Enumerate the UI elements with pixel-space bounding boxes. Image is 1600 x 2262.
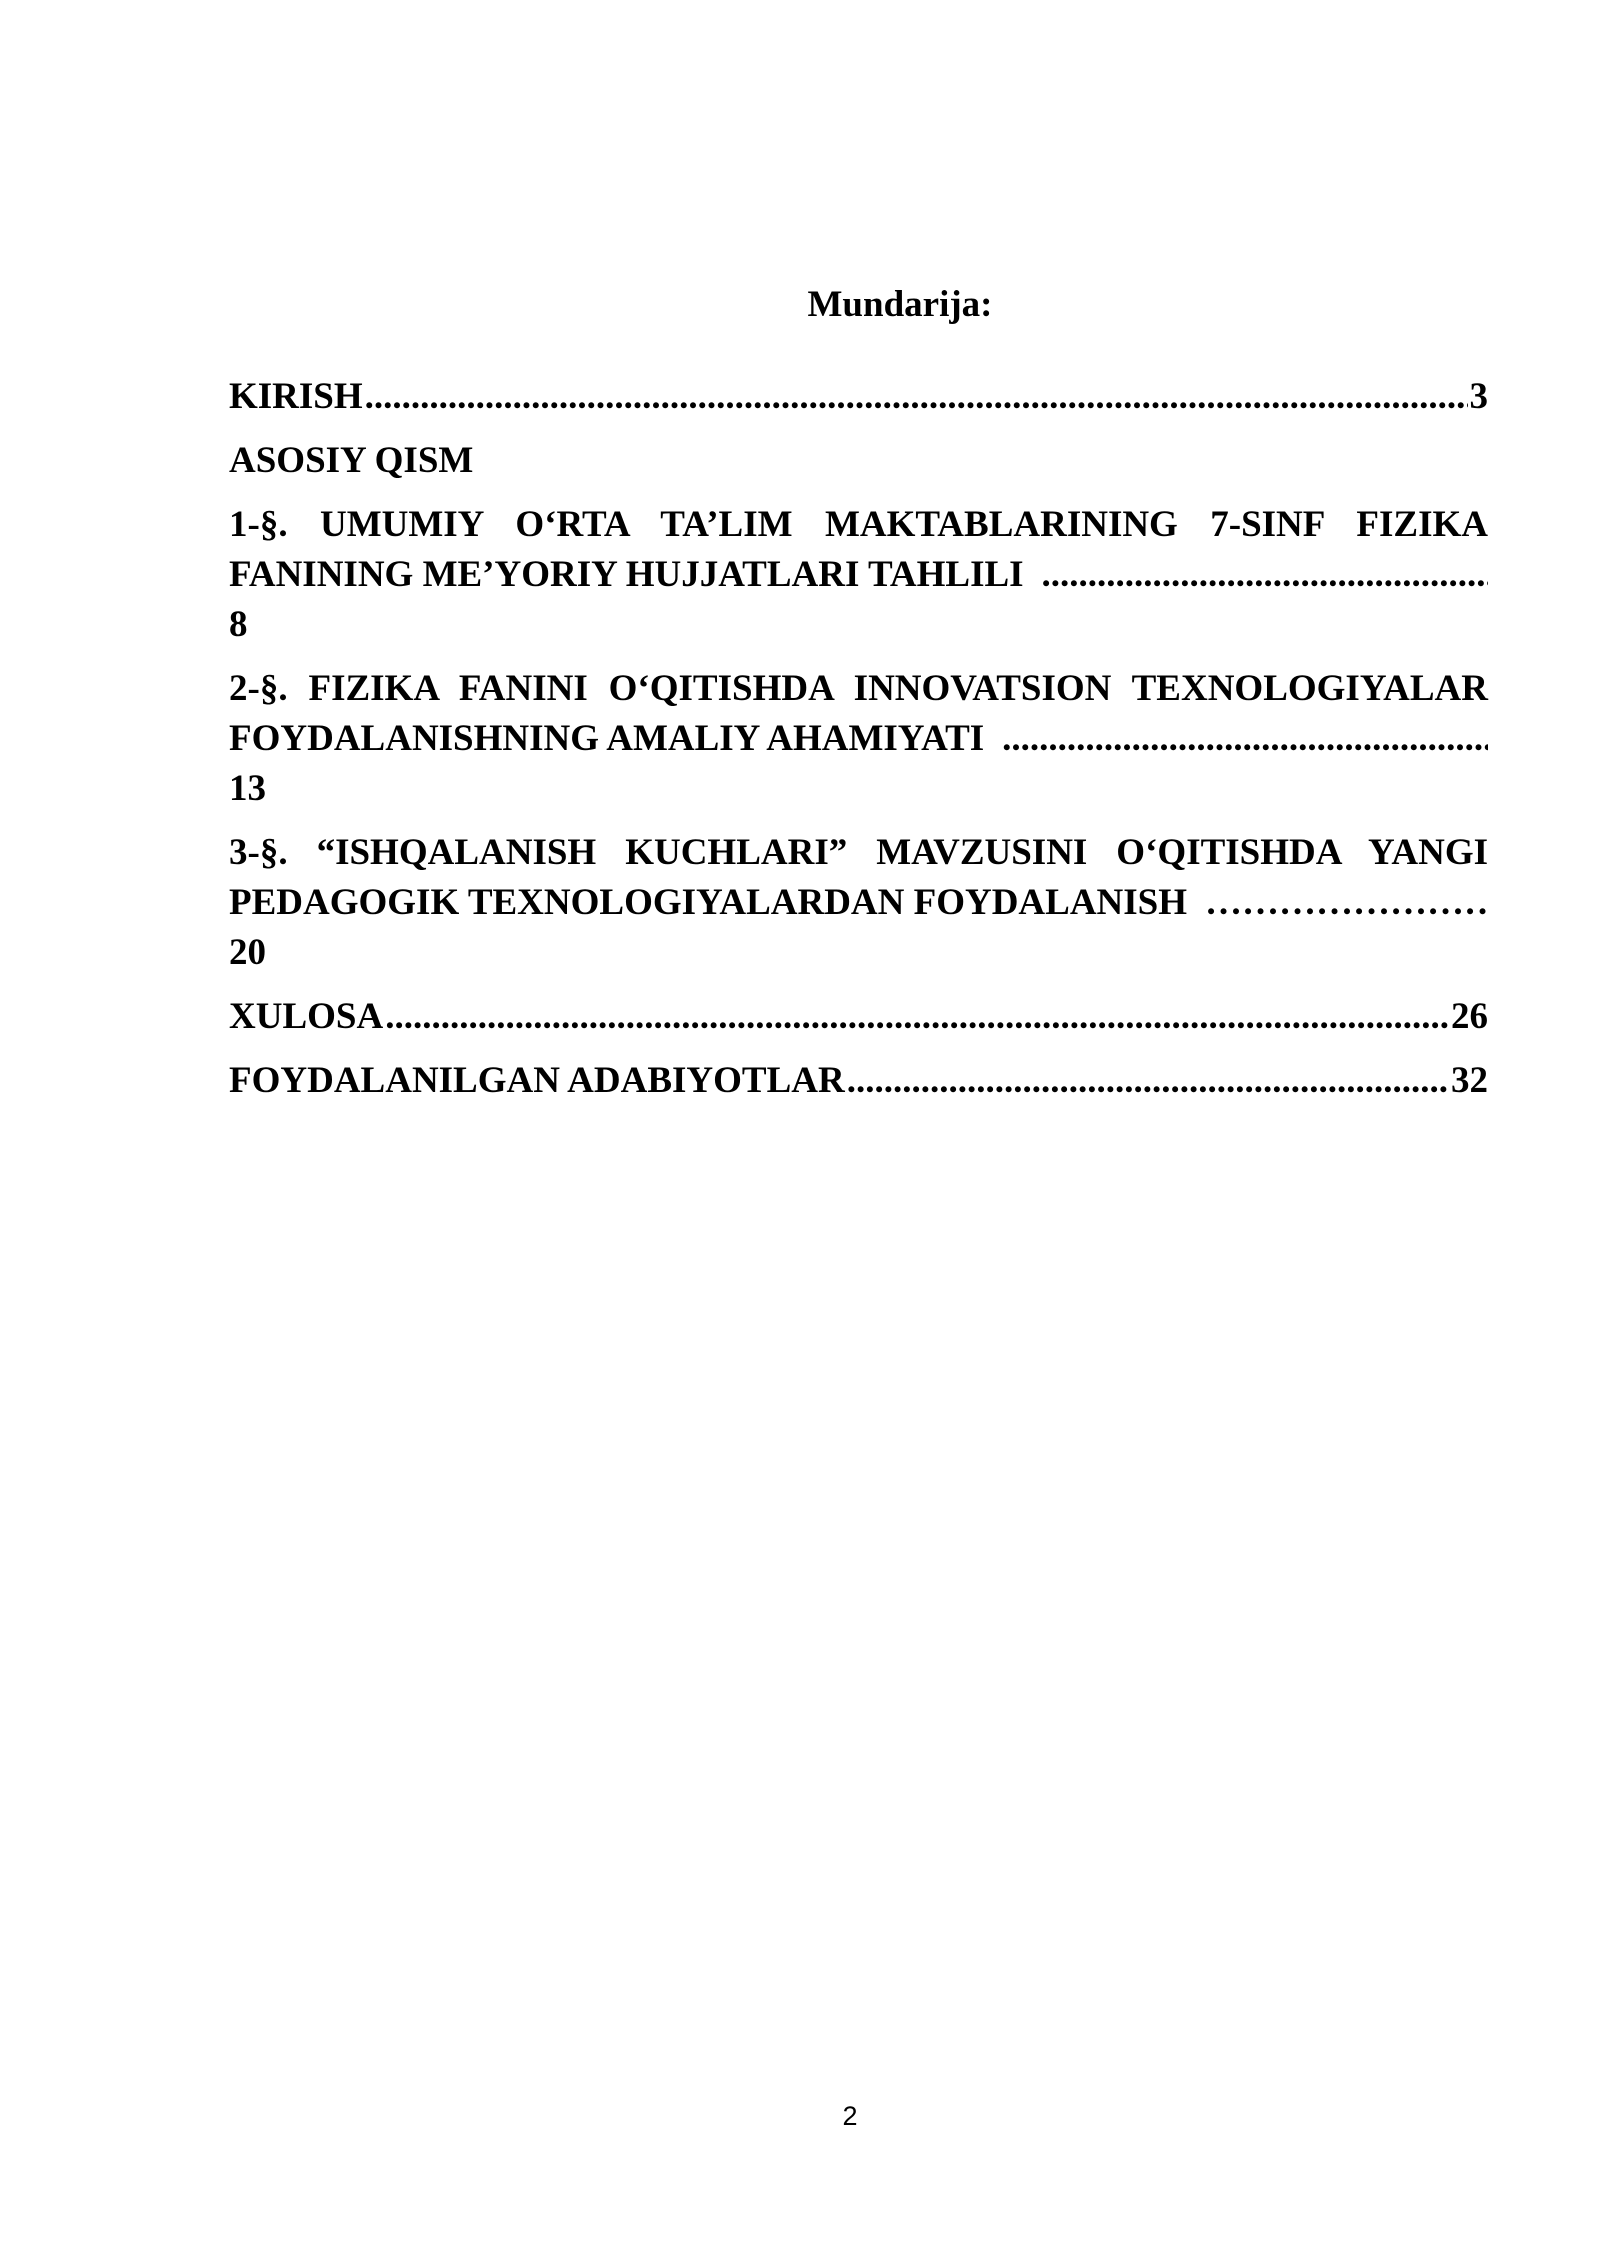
toc-entry-line: PEDAGOGIK TEXNOLOGIYALARDAN FOYDALANISH (229, 882, 1188, 923)
toc-page-number: 32 (1451, 1060, 1488, 1101)
toc-entry-section-2[interactable] (229, 664, 1488, 814)
toc-page-number: 13 (229, 768, 266, 809)
toc-entry-line: 3-§. “ISHQALANISH KUCHLARI” MAVZUSINI O‘QITISHDA YANGI (229, 832, 1488, 873)
toc-entry-line: 1-§. UMUMIY O‘RTA TA’LIM MAKTABLARINING 7-SINF FIZIKA (229, 504, 1488, 545)
toc-entry-label: FOYDALANILGAN ADABIYOTLAR (229, 1060, 845, 1101)
toc-entry-line: 2-§. FIZIKA FANINI O‘QITISHDA INNOVATSION TEXNOLOGIYALAR (229, 668, 1488, 709)
table-of-contents (229, 372, 1488, 1120)
dot-leader (365, 372, 1468, 422)
toc-page-number: 3 (1469, 376, 1488, 417)
dot-leader (1002, 714, 1488, 764)
toc-entry-line: FOYDALANISHNING AMALIY AHAMIYATI (229, 718, 985, 759)
toc-entry-label: XULOSA (229, 996, 384, 1037)
toc-page-number: 26 (1451, 996, 1488, 1037)
toc-entry-section-3[interactable] (229, 828, 1488, 978)
toc-main-heading: ASOSIY QISM (229, 440, 474, 481)
toc-page-number: 8 (229, 604, 248, 645)
dot-leader (385, 992, 1449, 1042)
dot-leader (1205, 878, 1488, 928)
dot-leader (1042, 550, 1488, 600)
page-number: 2 (842, 2101, 858, 2131)
toc-title: Mundarija: (807, 284, 993, 325)
dot-leader (847, 1056, 1449, 1106)
toc-entry-references[interactable] (229, 1056, 1488, 1106)
toc-entry-section-1[interactable] (229, 500, 1488, 650)
toc-entry-conclusion[interactable] (229, 992, 1488, 1042)
toc-entry-label: KIRISH (229, 376, 363, 417)
toc-page-number: 20 (229, 932, 266, 973)
toc-entry-intro[interactable] (229, 372, 1488, 422)
toc-entry-line: FANINING ME’YORIY HUJJATLARI TAHLILI (229, 554, 1024, 595)
